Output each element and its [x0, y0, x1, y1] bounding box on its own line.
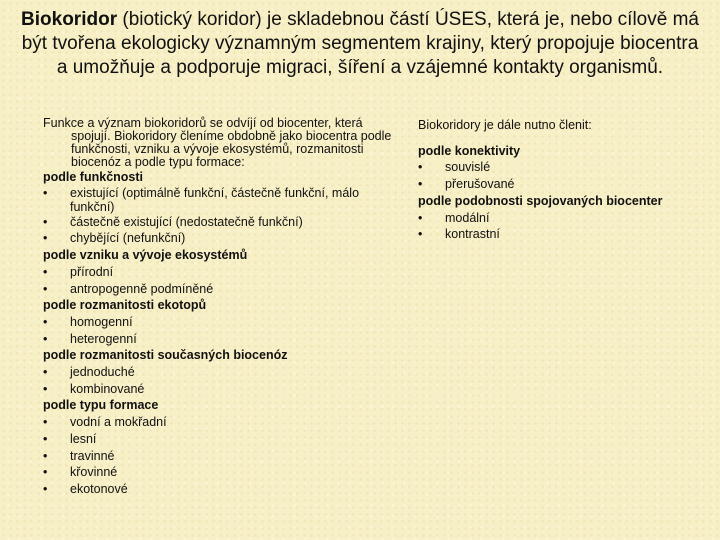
list-item: [43, 431, 403, 448]
list-item: [418, 210, 708, 227]
section-heading-similarity: podle podobnosti spojovaných biocenter: [418, 193, 663, 208]
list-item: [43, 464, 403, 481]
list-item: [43, 448, 403, 465]
bullet: •: [43, 465, 48, 480]
list-item: [43, 264, 403, 281]
section-heading-functionality: podle funkčnosti: [43, 170, 143, 184]
list-item-text: antropogenně podmíněné: [70, 281, 214, 296]
bullet: •: [43, 281, 48, 296]
list-item: [418, 176, 708, 193]
bullet: •: [43, 231, 48, 246]
bullet: •: [43, 314, 48, 329]
list-item-text: jednoduché: [70, 365, 135, 380]
list-item: [43, 364, 403, 381]
list-item: [418, 159, 708, 176]
left-column: [43, 117, 403, 498]
list-item: [43, 186, 403, 214]
list-item: [43, 314, 403, 331]
bullet: •: [43, 331, 48, 346]
bullet: •: [43, 448, 48, 463]
slide-title: [20, 8, 700, 80]
list-item: [43, 281, 403, 298]
spacer: [418, 134, 708, 143]
bullet: •: [43, 481, 48, 496]
list-item-text: homogenní: [70, 314, 133, 329]
list-item: [43, 414, 403, 431]
list-item-text: chybějící (nefunkční): [70, 231, 186, 246]
list-item-text: heterogenní: [70, 331, 137, 346]
title-definition: (biotický koridor) je skladebnou částí ÚSES, která je, nebo cílově má být tvořena ekologicky významným segmentem krajiny, který propojuje biocentra a umožňuje a podporuje migraci, šíření a vzájemné kontakty organismů.: [21, 9, 699, 78]
list-item: [418, 226, 708, 243]
list-item-text: travinné: [70, 448, 115, 463]
section-heading-ecotopes: podle rozmanitosti ekotopů: [43, 298, 207, 313]
list-item: [43, 481, 403, 498]
section-heading-origin: podle vzniku a vývoje ekosystémů: [43, 248, 248, 263]
bullet: •: [43, 185, 48, 200]
left-intro: Funkce a význam biokoridorů se odvíjí od biocenter, která spojují. Biokoridory členíme obdobně jako biocentra podle funkčnosti, vzniku a vývoje ekosystémů, rozmanitosti biocenóz a podle typu formace:: [43, 116, 392, 169]
list-item-text: vodní a mokřadní: [70, 415, 167, 430]
bullet: •: [43, 365, 48, 380]
list-item-text: přírodní: [70, 264, 114, 279]
list-item-text: modální: [445, 210, 490, 225]
list-item-text: částečně existující (nedostatečně funkční): [70, 214, 303, 229]
bullet: •: [43, 214, 48, 229]
list-item: [43, 214, 403, 231]
list-item-text: přerušované: [445, 177, 515, 192]
list-item-text: souvislé: [445, 160, 491, 175]
section-heading-formation: podle typu formace: [43, 398, 159, 413]
list-item: [43, 331, 403, 348]
bullet: •: [418, 227, 423, 242]
bullet: •: [418, 160, 423, 175]
bullet: •: [418, 177, 423, 192]
list-item-text: lesní: [70, 431, 97, 446]
bullet: •: [43, 381, 48, 396]
section-heading-biocenoses: podle rozmanitosti současných biocenóz: [43, 348, 288, 363]
list-item: [43, 230, 403, 247]
list-item-text: křovinné: [70, 465, 118, 480]
bullet: •: [43, 415, 48, 430]
list-item-text: existující (optimálně funkční, částečně funkční, málo funkční): [70, 185, 360, 214]
list-item: [43, 381, 403, 398]
right-column: [418, 117, 708, 243]
list-item-text: kombinované: [70, 381, 145, 396]
list-item-text: kontrastní: [445, 227, 500, 242]
section-heading-connectivity: podle konektivity: [418, 143, 521, 158]
bullet: •: [43, 264, 48, 279]
title-term: Biokoridor: [21, 9, 118, 30]
bullet: •: [418, 210, 423, 225]
list-item-text: ekotonové: [70, 481, 128, 496]
right-intro: Biokoridory je dále nutno členit:: [418, 118, 592, 132]
bullet: •: [43, 431, 48, 446]
